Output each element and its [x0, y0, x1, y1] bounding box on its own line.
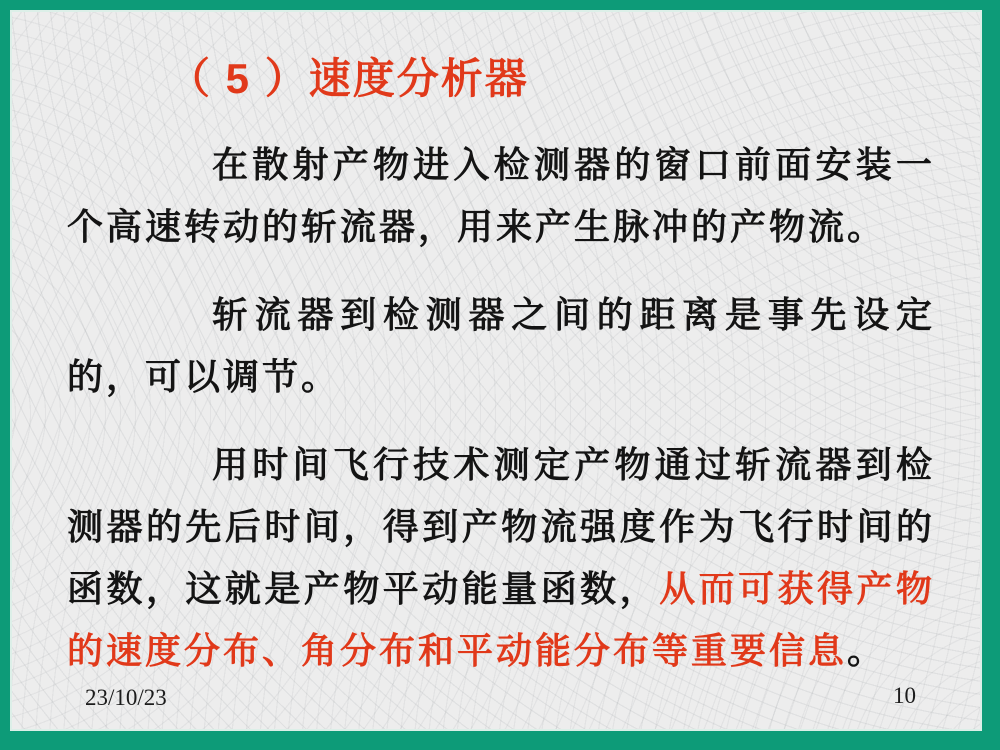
paragraph-1-text: 在散射产物进入检测器的窗口前面安装一个高速转动的斩流器，用来产生脉冲的产物流。	[67, 144, 935, 247]
paragraph-1	[67, 134, 935, 258]
footer-page-number: 10	[893, 683, 916, 708]
slide-title: （ 5 ）速度分析器	[168, 55, 529, 102]
paragraph-2	[67, 284, 935, 408]
paragraph-3-period: 。	[847, 630, 887, 671]
slide-body	[67, 134, 935, 708]
paragraph-3-text-red-highlight: 从而可获得产物的速度分布、角分布和平动能分布等重要信息	[67, 568, 935, 671]
paragraph-3	[67, 434, 935, 682]
slide-content-area	[10, 10, 982, 731]
paragraph-3-text-black: 用时间飞行技术测定产物通过斩流器到检测器的先后时间，得到产物流强度作为飞行时间的函数，这就是产物平动能量函数，	[67, 444, 935, 609]
paragraph-2-text: 斩流器到检测器之间的距离是事先设定的，可以调节。	[67, 294, 935, 397]
footer-date: 23/10/23	[85, 685, 167, 710]
